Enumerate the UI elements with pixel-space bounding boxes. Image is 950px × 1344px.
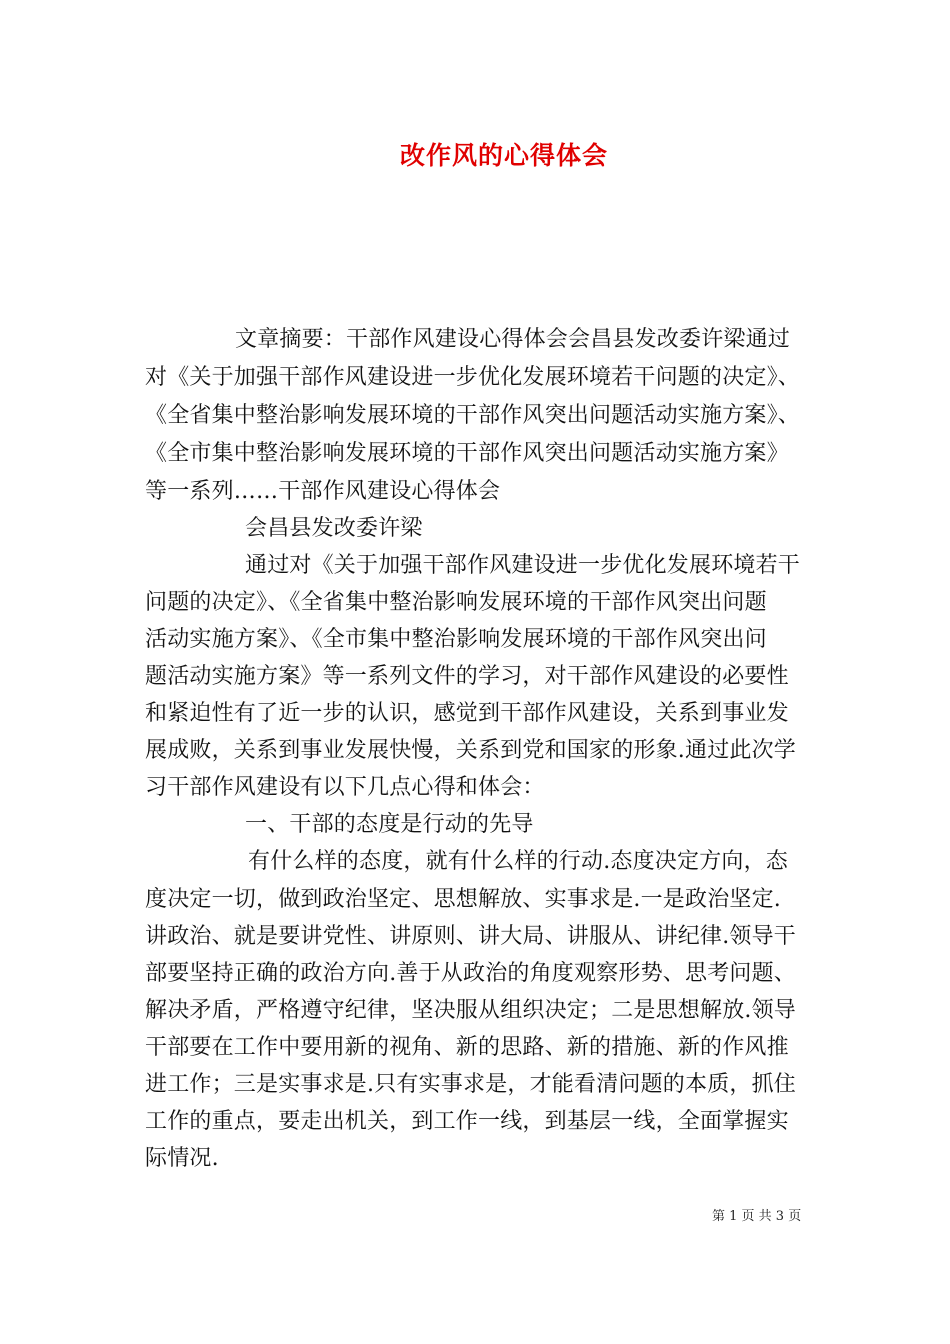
abstract-line-1: 文章摘要：干部作风建设心得体会会昌县发改委许梁通过 bbox=[235, 327, 791, 352]
section-line-7: 进工作；三是实事求是.只有实事求是，才能看清问题的本质，抓住 bbox=[145, 1072, 796, 1097]
page-number: 第 1 页 共 3 页 bbox=[712, 1209, 802, 1224]
section-line-9: 际情况. bbox=[145, 1146, 219, 1171]
body-line-2: 问题的决定》、《全省集中整治影响发展环境的干部作风突出问题 bbox=[145, 590, 767, 615]
body-line-4: 题活动实施方案》等一系列文件的学习，对干部作风建设的必要性 bbox=[145, 664, 789, 689]
section-heading-1: 一、干部的态度是行动的先导 bbox=[245, 812, 534, 837]
abstract-line-4: 《全市集中整治影响发展环境的干部作风突出问题活动实施方案》 bbox=[145, 441, 789, 466]
section-line-6: 干部要在工作中要用新的视角、新的思路、新的措施、新的作风推 bbox=[145, 1035, 789, 1060]
section-line-1: 有什么样的态度，就有什么样的行动.态度决定方向，态 bbox=[248, 849, 788, 874]
abstract-line-3: 《全省集中整治影响发展环境的干部作风突出问题活动实施方案》、 bbox=[145, 403, 801, 428]
abstract-line-5: 等一系列……干部作风建设心得体会 bbox=[145, 479, 501, 504]
section-line-8: 工作的重点，要走出机关，到工作一线，到基层一线，全面掌握实 bbox=[145, 1109, 789, 1134]
author-line: 会昌县发改委许梁 bbox=[245, 516, 423, 541]
section-line-5: 解决矛盾，严格遵守纪律，坚决服从组织决定；二是思想解放.领导 bbox=[145, 998, 796, 1023]
body-line-7: 习干部作风建设有以下几点心得和体会： bbox=[145, 775, 545, 800]
body-line-1: 通过对《关于加强干部作风建设进一步优化发展环境若干 bbox=[245, 553, 801, 578]
section-line-3: 讲政治、就是要讲党性、讲原则、讲大局、讲服从、讲纪律.领导干 bbox=[145, 924, 796, 949]
body-line-6: 展成败，关系到事业发展快慢，关系到党和国家的形象.通过此次学 bbox=[145, 738, 796, 763]
document-title: 改作风的心得体会 bbox=[400, 141, 609, 170]
section-line-2: 度决定一切，做到政治坚定、思想解放、实事求是.一是政治坚定. bbox=[145, 887, 781, 912]
body-line-5: 和紧迫性有了近一步的认识，感觉到干部作风建设，关系到事业发 bbox=[145, 701, 789, 726]
body-line-3: 活动实施方案》、《全市集中整治影响发展环境的干部作风突出问 bbox=[145, 627, 767, 652]
abstract-line-2: 对《关于加强干部作风建设进一步优化发展环境若干问题的决定》、 bbox=[145, 365, 801, 390]
section-line-4: 部要坚持正确的政治方向.善于从政治的角度观察形势、思考问题、 bbox=[145, 961, 796, 986]
